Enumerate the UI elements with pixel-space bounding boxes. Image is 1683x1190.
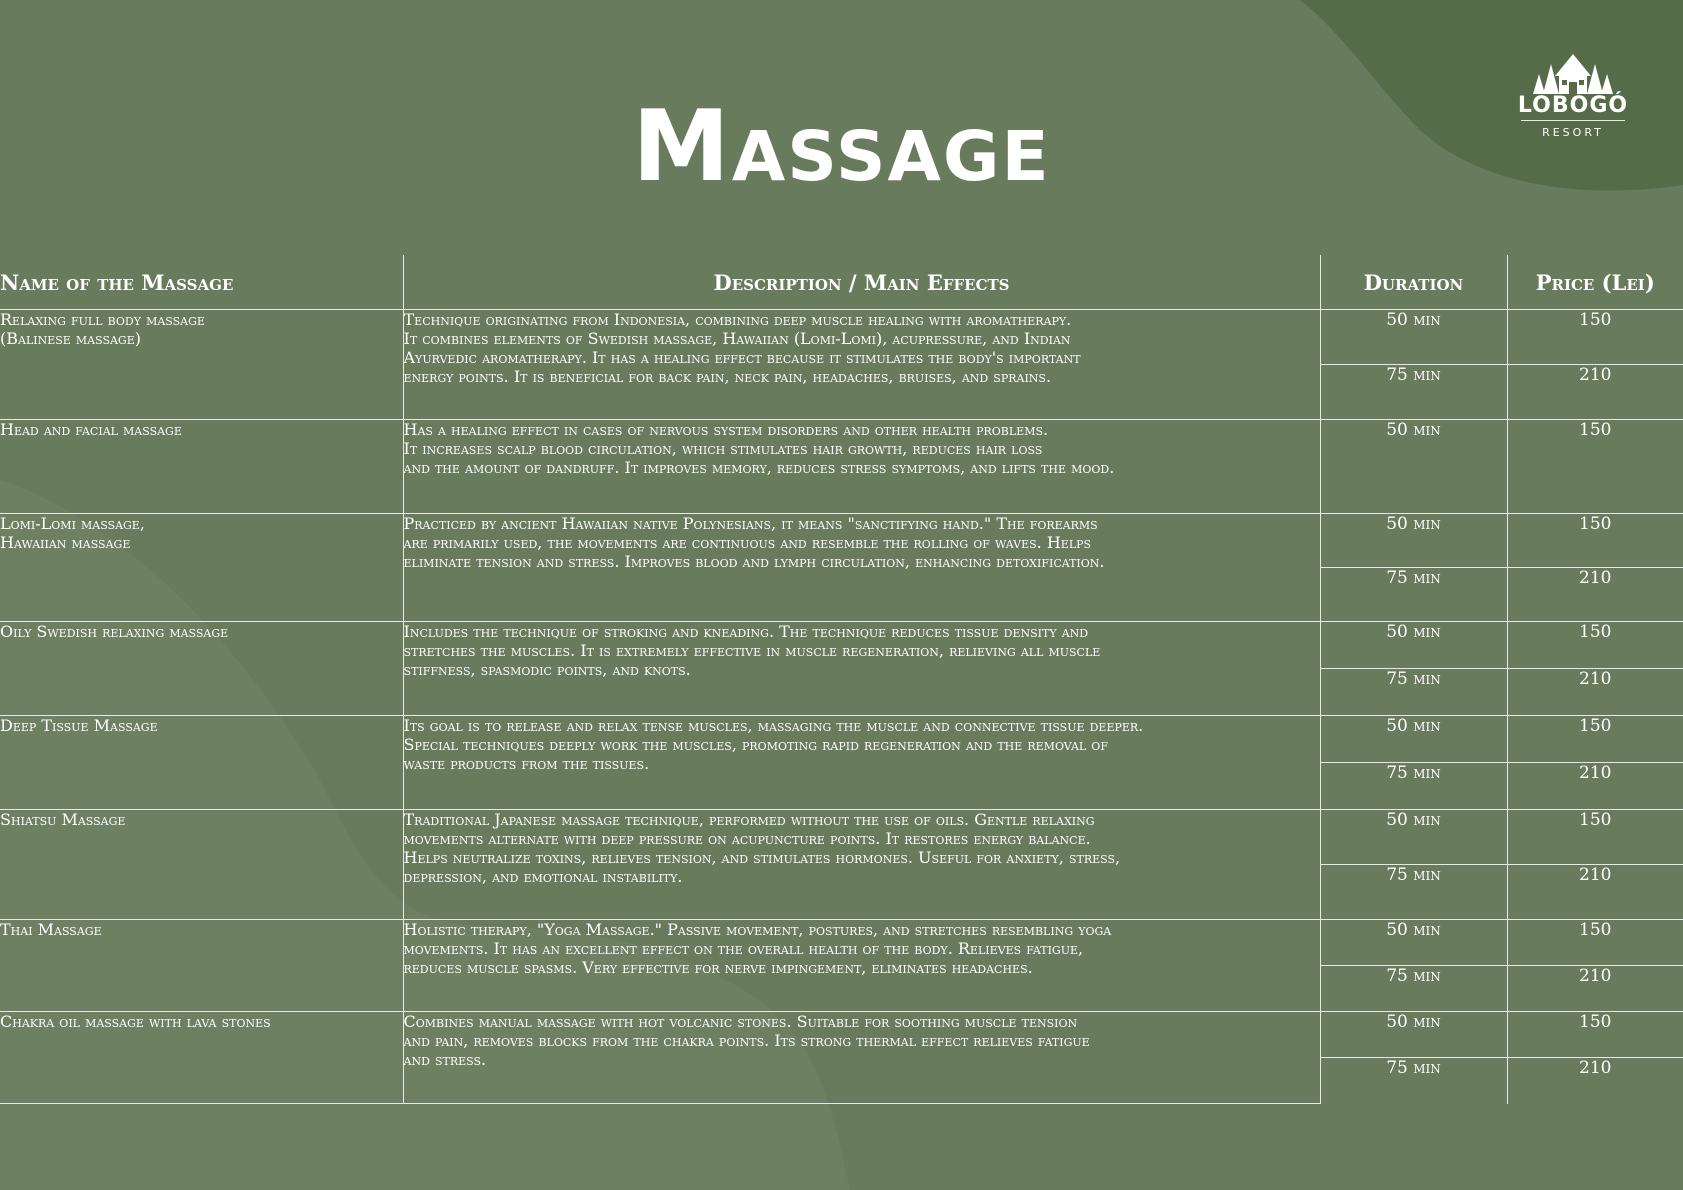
duration-cell: 75 min <box>1320 865 1507 920</box>
description-line: Its goal is to release and relax tense muscles, massaging the muscle and connective tissue deeper. <box>403 716 1144 735</box>
description-line: energy points. It is beneficial for back pain, neck pain, headaches, bruises, and sprains. <box>403 367 1052 386</box>
table-row <box>0 420 1683 514</box>
price-cell: 150 <box>1507 1012 1683 1058</box>
description-line: Includes the technique of stroking and kneading. The technique reduces tissue density and <box>403 622 1089 641</box>
duration-cell: 75 min <box>1320 568 1507 622</box>
description-line: Has a healing effect in cases of nervous system disorders and other health problems. <box>403 420 1049 439</box>
massage-description <box>403 310 1320 420</box>
price-cell: 150 <box>1507 310 1683 365</box>
brand-name: LOBOGÓ <box>1517 93 1629 118</box>
massage-price-table <box>0 255 1683 1104</box>
duration-cell: 50 min <box>1320 716 1507 763</box>
description-line: Helps neutralize toxins, relieves tension, and stimulates hormones. Useful for anxiety, stress, <box>403 848 1121 867</box>
massage-name-line: Head and facial massage <box>0 420 182 439</box>
header-description: Description / Main Effects <box>403 255 1320 310</box>
duration-cell: 50 min <box>1320 310 1507 365</box>
table-row <box>0 622 1683 669</box>
massage-name-line: Chakra oil massage with lava stones <box>0 1012 271 1031</box>
page-title: Massage <box>632 90 1051 204</box>
description-line: Traditional Japanese massage technique, performed without the use of oils. Gentle relaxing <box>403 810 1095 829</box>
massage-description <box>403 920 1320 1012</box>
price-cell: 150 <box>1507 420 1683 514</box>
massage-name-line: Thai Massage <box>0 920 102 939</box>
massage-description <box>403 420 1320 514</box>
massage-description <box>403 622 1320 716</box>
price-cell: 150 <box>1507 810 1683 865</box>
massage-name <box>0 1012 403 1104</box>
description-line: It combines elements of Swedish massage, Hawaiian (Lomi-Lomi), acupressure, and Indian <box>403 329 1071 348</box>
brand-subtitle: RESORT <box>1542 126 1604 139</box>
duration-cell: 75 min <box>1320 669 1507 716</box>
table-header-row <box>0 255 1683 310</box>
price-cell: 150 <box>1507 622 1683 669</box>
massage-name-line: Hawaiian massage <box>0 533 131 552</box>
massage-name-line: (Balinese massage) <box>0 329 141 348</box>
pagoda-house-with-pine-trees-icon <box>1533 54 1613 94</box>
price-cell: 210 <box>1507 568 1683 622</box>
price-cell: 210 <box>1507 669 1683 716</box>
duration-cell: 50 min <box>1320 514 1507 568</box>
description-line: Holistic therapy, "Yoga Massage." Passive movement, postures, and stretches resembling yoga <box>403 920 1112 939</box>
massage-name-line: Relaxing full body massage <box>0 310 205 329</box>
price-cell: 210 <box>1507 966 1683 1012</box>
table-row <box>0 1012 1683 1058</box>
header-price: Price (Lei) <box>1507 255 1683 310</box>
description-line: movements alternate with deep pressure on acupuncture points. It restores energy balance. <box>403 829 1091 848</box>
price-cell: 210 <box>1507 865 1683 920</box>
massage-description <box>403 1012 1320 1104</box>
table-row <box>0 920 1683 966</box>
massage-name <box>0 622 403 716</box>
massage-name <box>0 310 403 420</box>
description-line: stiffness, spasmodic points, and knots. <box>403 660 691 679</box>
description-line: Ayurvedic aromatherapy. It has a healing effect because it stimulates the body's important <box>403 348 1081 367</box>
table-row <box>0 716 1683 763</box>
massage-name-line: Lomi-Lomi massage, <box>0 514 145 533</box>
table-row <box>0 310 1683 365</box>
massage-description <box>403 514 1320 622</box>
description-line: movements. It has an excellent effect on the overall health of the body. Relieves fatigue, <box>403 939 1084 958</box>
duration-cell: 75 min <box>1320 1058 1507 1104</box>
description-line: Combines manual massage with hot volcanic stones. Suitable for soothing muscle tension <box>403 1012 1078 1031</box>
massage-name-line: Oily Swedish relaxing massage <box>0 622 229 641</box>
massage-name <box>0 810 403 920</box>
description-line: Practiced by ancient Hawaiian native Polynesians, it means "sanctifying hand." The forearms <box>403 514 1098 533</box>
description-line: reduces muscle spasms. Very effective for nerve impingement, eliminates headaches. <box>403 958 1033 977</box>
description-line: are primarily used, the movements are continuous and resemble the rolling of waves. Helps <box>403 533 1092 552</box>
table-body <box>0 310 1683 1104</box>
massage-name <box>0 716 403 810</box>
description-line: It increases scalp blood circulation, which stimulates hair growth, reduces hair loss <box>403 439 1043 458</box>
massage-name <box>0 514 403 622</box>
duration-cell: 50 min <box>1320 622 1507 669</box>
duration-cell: 50 min <box>1320 420 1507 514</box>
description-line: waste products from the tissues. <box>403 754 650 773</box>
header-name: Name of the Massage <box>0 255 403 310</box>
header-duration: Duration <box>1320 255 1507 310</box>
description-line: Special techniques deeply work the muscles, promoting rapid regeneration and the removal of <box>403 735 1108 754</box>
description-line: eliminate tension and stress. Improves blood and lymph circulation, enhancing detoxification. <box>403 552 1105 571</box>
description-line: and pain, removes blocks from the chakra points. Its strong thermal effect relieves fatigue <box>403 1031 1090 1050</box>
price-cell: 210 <box>1507 763 1683 810</box>
duration-cell: 75 min <box>1320 763 1507 810</box>
description-line: depression, and emotional instability. <box>403 867 683 886</box>
description-line: Technique originating from Indonesia, combining deep muscle healing with aromatherapy. <box>403 310 1072 329</box>
duration-cell: 50 min <box>1320 810 1507 865</box>
price-cell: 150 <box>1507 716 1683 763</box>
price-cell: 150 <box>1507 920 1683 966</box>
description-line: and stress. <box>403 1050 487 1069</box>
duration-cell: 50 min <box>1320 920 1507 966</box>
description-line: and the amount of dandruff. It improves memory, reduces stress symptoms, and lifts the mood. <box>403 458 1115 477</box>
duration-cell: 75 min <box>1320 365 1507 420</box>
massage-name <box>0 920 403 1012</box>
duration-cell: 50 min <box>1320 1012 1507 1058</box>
price-cell: 210 <box>1507 365 1683 420</box>
massage-name-line: Deep Tissue Massage <box>0 716 158 735</box>
price-cell: 210 <box>1507 1058 1683 1104</box>
massage-name <box>0 420 403 514</box>
massage-description <box>403 716 1320 810</box>
massage-description <box>403 810 1320 920</box>
description-line: stretches the muscles. It is extremely effective in muscle regeneration, relieving all muscle <box>403 641 1101 660</box>
table-row <box>0 810 1683 865</box>
massage-name-line: Shiatsu Massage <box>0 810 126 829</box>
table-row <box>0 514 1683 568</box>
duration-cell: 75 min <box>1320 966 1507 1012</box>
price-cell: 150 <box>1507 514 1683 568</box>
